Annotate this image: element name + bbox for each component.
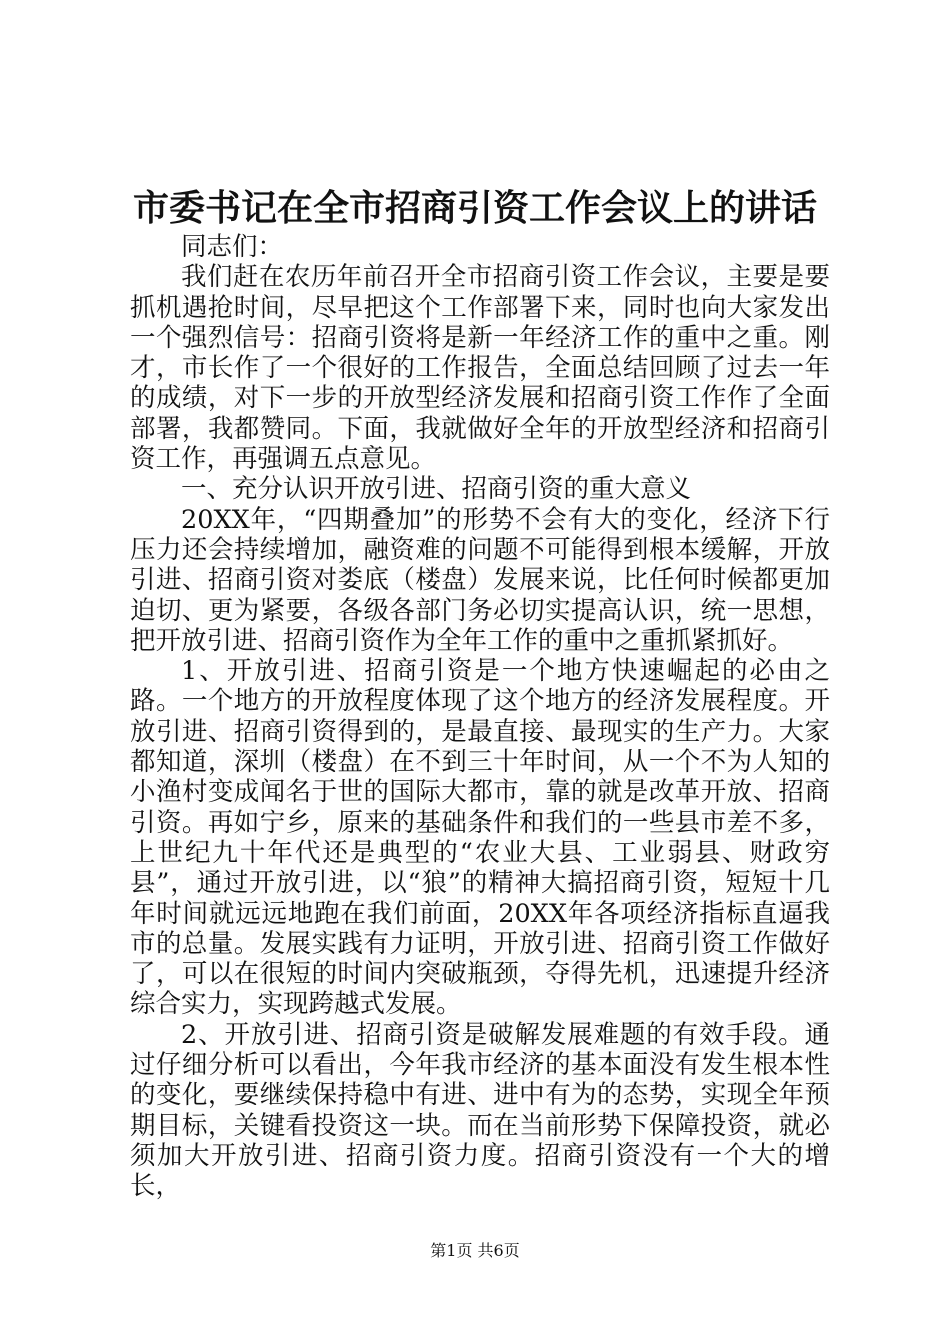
body-paragraph: 1、开放引进、招商引资是一个地方快速崛起的必由之路。一个地方的开放程度体现了这个地方的经济发展程度。开放引进、招商引资得到的，是最直接、最现实的生产力。大家都知道，深圳（楼盘）在不到三十年时间，从一个不为人知的小渔村变成闻名于世的国际大都市，靠的就是改革开放、招商引资。再如宁乡，原来的基础条件和我们的一些县市差不多，上世纪九十年代还是典型的“农业大县、工业弱县、财政穷县”，通过开放引进，以“狼”的精神大搞招商引资，短短十几年时间就远远地跑在我们前面，20XX年各项经济指标直逼我市的总量。发展实践有力证明，开放引进、招商引资工作做好了，可以在很短的时间内突破瓶颈，夺得先机，迅速提升经济综合实力，实现跨越式发展。 — [130, 656, 830, 1020]
intro-paragraph: 我们赶在农历年前召开全市招商引资工作会议，主要是要抓机遇抢时间，尽早把这个工作部署下来，同时也向大家发出一个强烈信号：招商引资将是新一年经济工作的重中之重。刚才，市长作了一个很好的工作报告，全面总结回顾了过去一年的成绩，对下一步的开放型经济发展和招商引资工作作了全面部署，我都赞同。下面，我就做好全年的开放型经济和招商引资工作，再强调五点意见。 — [130, 262, 830, 475]
document-title: 市委书记在全市招商引资工作会议上的讲话 — [132, 187, 817, 229]
document-body — [130, 232, 830, 1202]
body-paragraph: 20XX年，“四期叠加”的形势不会有大的变化，经济下行压力还会持续增加，融资难的问题不可能得到根本缓解，开放引进、招商引资对娄底（楼盘）发展来说，比任何时候都更加迫切、更为紧要，各级各部门务必切实提高认识，统一思想，把开放引进、招商引资作为全年工作的重中之重抓紧抓好。 — [130, 504, 830, 656]
salutation-paragraph: 同志们： — [181, 232, 284, 262]
page-footer: 第1页 共6页 — [430, 1241, 520, 1260]
section-heading: 一、充分认识开放引进、招商引资的重大意义 — [181, 474, 692, 505]
body-paragraph: 2、开放引进、招商引资是破解发展难题的有效手段。通过仔细分析可以看出，今年我市经济的基本面没有发生根本性的变化，要继续保持稳中有进、进中有为的态势，实现全年预期目标，关键看投资这一块。而在当前形势下保障投资，就必须加大开放引进、招商引资力度。招商引资没有一个大的增长， — [130, 1019, 830, 1202]
